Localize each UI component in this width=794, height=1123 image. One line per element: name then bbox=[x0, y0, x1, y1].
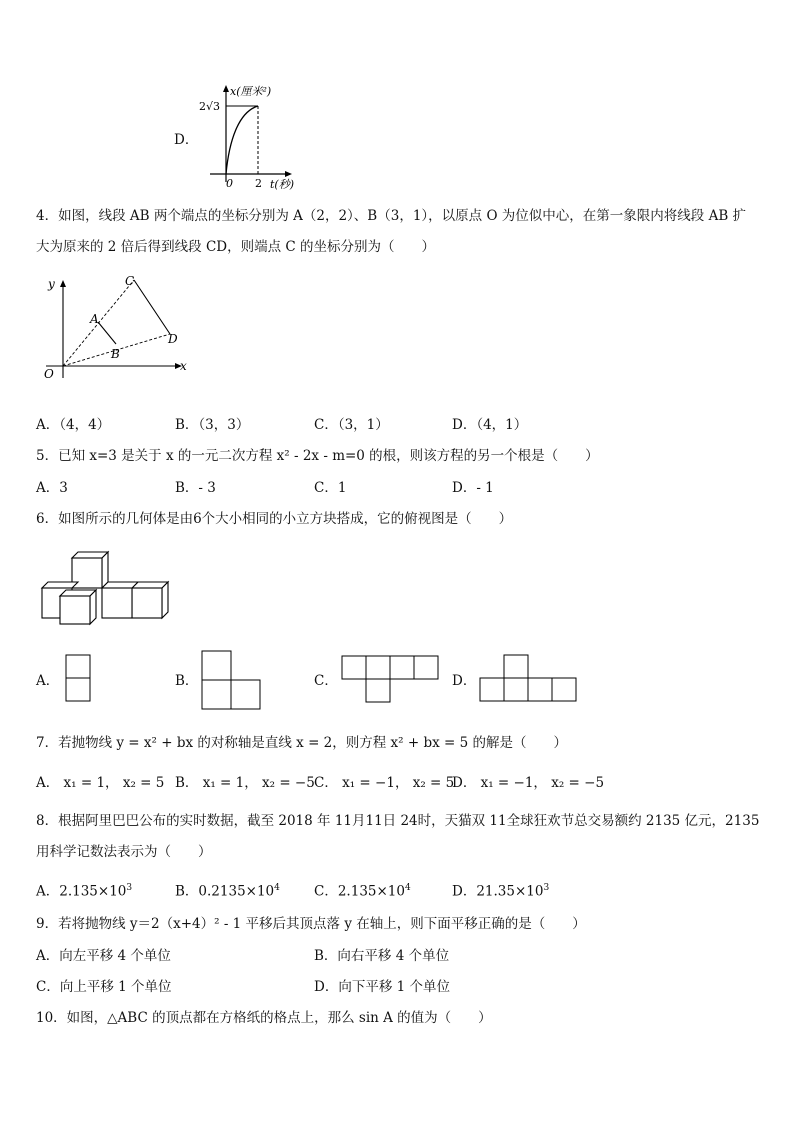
q4-option-d: D．（4，1） bbox=[452, 417, 528, 433]
q5-option-c: C．1 bbox=[314, 480, 347, 496]
q4-option-b: B．（3，3） bbox=[175, 417, 250, 433]
q4-text-line2: 大为原来的 2 倍后得到线段 CD，则端点 C 的坐标分别为（ ） bbox=[36, 239, 436, 255]
q9-option-d: D．向下平移 1 个单位 bbox=[314, 979, 450, 995]
q4-x-label: x bbox=[180, 359, 187, 373]
q7-option-c: C． x₁ = −1， x₂ = 5 bbox=[314, 775, 455, 791]
q6-option-d-view bbox=[478, 654, 578, 702]
q8-text-line2: 用科学记数法表示为（ ） bbox=[36, 844, 212, 860]
q3-origin: 0 bbox=[226, 177, 233, 190]
q9-option-a: A．向左平移 4 个单位 bbox=[36, 948, 171, 964]
q4-a-label: A bbox=[90, 312, 99, 326]
q3-y-tick: 2√3 bbox=[199, 100, 221, 113]
q7-text: 7．若抛物线 y = x² + bx 的对称轴是直线 x = 2，则方程 x² + bx = 5 的解是（ ） bbox=[36, 735, 567, 751]
q5-option-a: A．3 bbox=[36, 480, 68, 496]
q5-option-d: D．- 1 bbox=[452, 480, 494, 496]
q4-o-label: O bbox=[44, 367, 54, 381]
q4-option-a: A．（4，4） bbox=[36, 417, 111, 433]
q7-option-b: B． x₁ = 1， x₂ = −5 bbox=[175, 775, 315, 791]
q8-option-c: C．$2.135\times 10^4$ bbox=[314, 883, 411, 900]
q6-text: 6．如图所示的几何体是由6个大小相同的小立方块搭成，它的俯视图是（ ） bbox=[36, 511, 513, 527]
q4-text-line1: 4．如图，线段 AB 两个端点的坐标分别为 A（2，2）、B（3，1），以原点 O 为位似中心，在第一象限内将线段 AB 扩 bbox=[36, 208, 747, 224]
q3-x-tick: 2 bbox=[255, 177, 262, 190]
q8-option-d: D．$21.35\times 10^3$ bbox=[452, 883, 550, 900]
q10-text: 10．如图，△ABC 的顶点都在方格纸的格点上，那么 sin A 的值为（ ） bbox=[36, 1010, 492, 1026]
q9-option-c: C．向上平移 1 个单位 bbox=[36, 979, 172, 995]
q3-option-d-label: D． bbox=[174, 132, 199, 148]
q6-option-c-label: C． bbox=[314, 673, 338, 689]
q7-option-d: D． x₁ = −1， x₂ = −5 bbox=[452, 775, 605, 791]
q8-text-line1: 8．根据阿里巴巴公布的实时数据，截至 2018 年 11月11日 24时，天猫双 11全球狂欢节总交易额约 2135 亿元，2135 bbox=[36, 813, 760, 829]
q4-b-label: B bbox=[111, 347, 120, 361]
q6-option-b-view bbox=[200, 650, 264, 710]
q4-option-c: C．（3，1） bbox=[314, 417, 389, 433]
q5-option-b: B．- 3 bbox=[175, 480, 216, 496]
q8-option-b: B．$0.2135\times 10^4$ bbox=[175, 883, 280, 900]
q3-y-axis-label: x(厘米²) bbox=[230, 85, 272, 98]
q4-figure bbox=[36, 272, 192, 384]
q6-solid-figure bbox=[36, 544, 176, 628]
q4-c-label: C bbox=[125, 274, 135, 288]
q6-option-b-label: B． bbox=[175, 673, 199, 689]
q6-option-a-view bbox=[64, 654, 94, 702]
q4-y-label: y bbox=[48, 277, 55, 291]
q9-text: 9．若将抛物线 y＝2（x+4）² - 1 平移后其顶点落 y 在轴上，则下面平移正确的是（ ） bbox=[36, 916, 586, 932]
q6-option-d-label: D． bbox=[452, 673, 477, 689]
q3-option-d-graph bbox=[196, 82, 296, 194]
q3-x-axis-label: t(秒) bbox=[270, 178, 295, 191]
q7-option-a: A． x₁ = 1， x₂ = 5 bbox=[36, 775, 165, 791]
q8-option-a: A．$2.135\times 10^3$ bbox=[36, 883, 133, 900]
q9-option-b: B．向右平移 4 个单位 bbox=[314, 948, 450, 964]
q5-text: 5．已知 x=3 是关于 x 的一元二次方程 x² - 2x - m=0 的根，则该方程的另一个根是（ ） bbox=[36, 448, 599, 464]
q6-option-c-view bbox=[340, 655, 440, 703]
q6-option-a-label: A． bbox=[36, 673, 60, 689]
q4-d-label: D bbox=[168, 332, 178, 346]
